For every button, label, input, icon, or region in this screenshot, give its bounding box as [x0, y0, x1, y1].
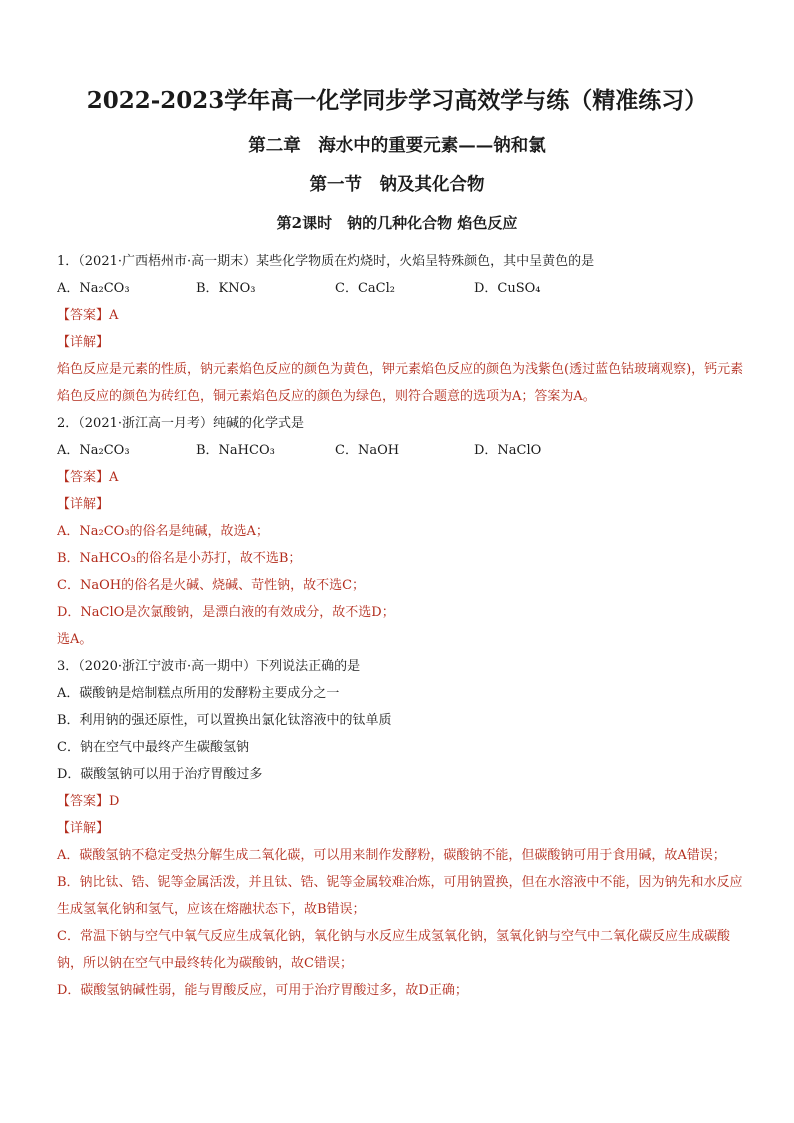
q3-option-b: B．利用钠的强还原性，可以置换出氯化钛溶液中的钛单质 [57, 713, 392, 728]
q3-option-a: A．碳酸钠是焙制糕点所用的发酵粉主要成分之一 [57, 686, 340, 701]
q1-stem: 1．（2021·广西梧州市·高一期末）某些化学物质在灼烧时，火焰呈特殊颜色，其中呈黄色的是 [57, 254, 595, 269]
lesson-heading: 第2课时 钠的几种化合物 焰色反应 [276, 214, 518, 232]
q2-detail-c: C．NaOH的俗名是火碱、烧碱、苛性钠，故不选C； [57, 578, 366, 593]
q1-option-d: D．CuSO₄ [474, 281, 541, 296]
q2-detail-a: A．Na₂CO₃的俗名是纯碱，故选A； [57, 524, 269, 539]
q3-detail-d: D．碳酸氢钠碱性弱，能与胃酸反应，可用于治疗胃酸过多，故D正确； [57, 983, 468, 998]
q3-option-d: D．碳酸氢钠可以用于治疗胃酸过多 [57, 767, 263, 782]
q3-answer: 【答案】D [57, 794, 120, 809]
q2-option-a: A．Na₂CO₃ [57, 443, 130, 458]
q2-conclusion: 选A。 [57, 632, 93, 647]
q2-options [57, 437, 747, 464]
q1-option-a: A．Na₂CO₃ [57, 281, 130, 296]
chapter-heading: 第二章 海水中的重要元素——钠和氯 [248, 136, 546, 156]
q2-option-b: B．NaHCO₃ [196, 443, 275, 458]
q1-option-c: C．CaCl₂ [335, 281, 395, 296]
q2-detail-d: D．NaClO是次氯酸钠，是漂白液的有效成分，故不选D； [57, 605, 395, 620]
q2-detail-label: 【详解】 [57, 497, 110, 512]
q2-option-d: D．NaClO [474, 443, 542, 458]
q3-option-c: C．钠在空气中最终产生碳酸氢钠 [57, 740, 249, 755]
q1-option-b: B．KNO₃ [196, 281, 256, 296]
q1-detail-label: 【详解】 [57, 335, 110, 350]
q3-detail-c: C．常温下钠与空气中氧气反应生成氧化钠，氧化钠与水反应生成氢氧化钠，氢氧化钠与空气中二氧化碳反应生成碳酸钠，所以钠在空气中最终转化为碳酸钠，故C错误； [57, 929, 730, 971]
q3-detail-label: 【详解】 [57, 821, 110, 836]
question-list [57, 248, 747, 1004]
q1-answer: 【答案】A [57, 308, 119, 323]
q1-options [57, 275, 747, 302]
q2-detail-b: B．NaHCO₃的俗名是小苏打，故不选B； [57, 551, 302, 566]
q2-answer: 【答案】A [57, 470, 119, 485]
q3-detail-b: B．钠比钛、锆、铌等金属活泼，并且钛、锆、铌等金属较难冶炼，可用钠置换，但在水溶液中不能，因为钠先和水反应生成氢氧化钠和氢气，应该在熔融状态下，故B错误； [57, 875, 743, 917]
q2-option-c: C．NaOH [335, 443, 400, 458]
page-title: 2022-2023学年高一化学同步学习高效学与练（精准练习） [86, 87, 708, 114]
q2-stem: 2．（2021·浙江高一月考）纯碱的化学式是 [57, 416, 304, 431]
q3-detail-a: A．碳酸氢钠不稳定受热分解生成二氧化碳，可以用来制作发酵粉，碳酸钠不能，但碳酸钠可用于食用碱，故A错误； [57, 848, 726, 863]
q3-stem: 3．（2020·浙江宁波市·高一期中）下列说法正确的是 [57, 659, 361, 674]
q1-explanation: 焰色反应是元素的性质，钠元素焰色反应的颜色为黄色，钾元素焰色反应的颜色为浅紫色(透过蓝色钴玻璃观察)，钙元素焰色反应的颜色为砖红色，铜元素焰色反应的颜色为绿色，则符合题意的选项为A；答案为A。 [57, 362, 744, 404]
section-heading: 第一节 钠及其化合物 [309, 175, 485, 195]
